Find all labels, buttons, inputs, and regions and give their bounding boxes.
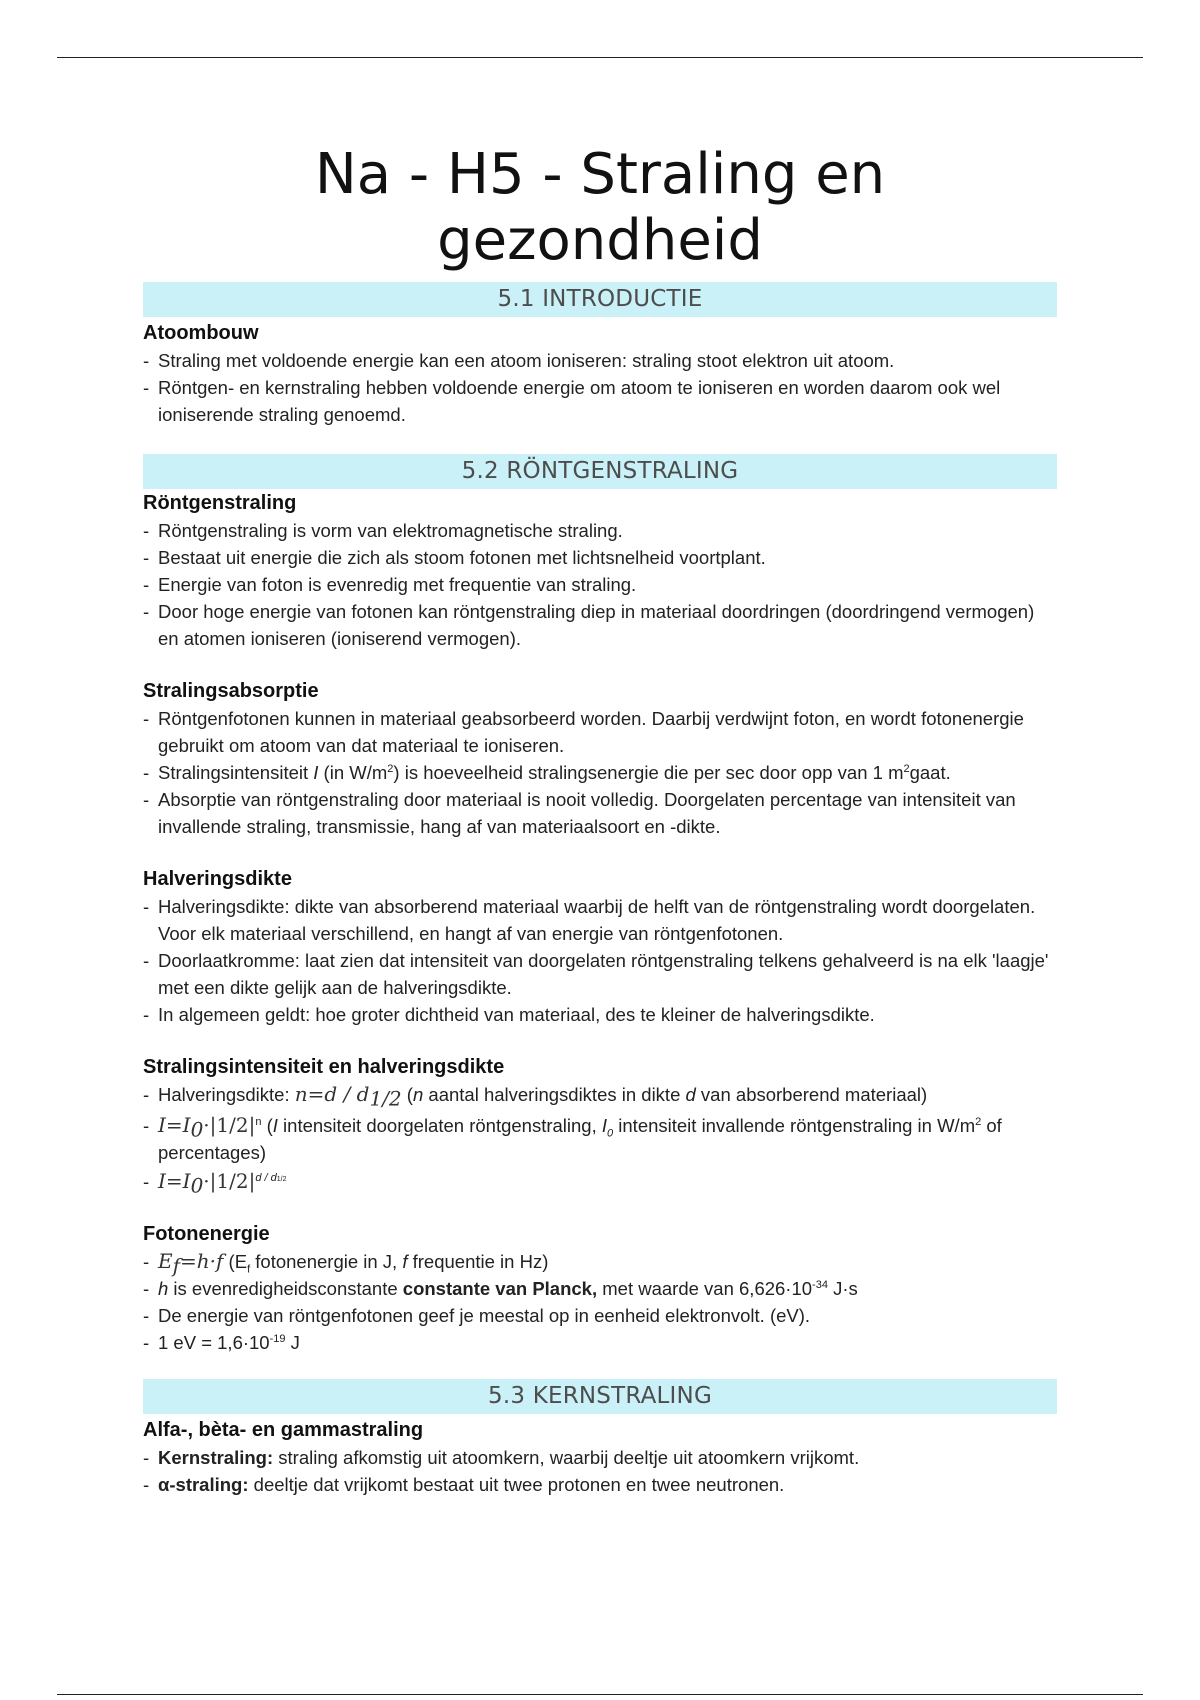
list-item: - Röntgen- en kernstraling hebben voldoende energie om atoom te ioniseren en worden daarom ook wel ioniserende straling genoemd.: [143, 374, 1057, 428]
intensity-formula: I=I: [158, 1113, 191, 1137]
list-item: - Door hoge energie van fotonen kan röntgenstraling diep in materiaal doordringen (doordringend vermogen) en atomen ioniseren (ioniserend vermogen).: [143, 598, 1057, 652]
subheading-atoombouw: Atoombouw: [143, 322, 259, 344]
list-item: - α-straling: deeltje dat vrijkomt bestaat uit twee protonen en twee neutronen.: [143, 1471, 1057, 1498]
intensity-halving-formula: I=I: [158, 1169, 191, 1193]
list-item: - Doorlaatkromme: laat zien dat intensiteit van doorgelaten röntgenstraling telkens gehalveerd is na elk 'laagje' met een dikte gelijk aan de halveringsdikte.: [143, 947, 1057, 1001]
list-item: - 1 eV = $1,6\cdot 10^{-19}$ J: [143, 1329, 1057, 1356]
document-title: [143, 142, 1057, 274]
list-item: - Röntgenfotonen kunnen in materiaal geabsorbeerd worden. Daarbij verdwijnt foton, en wordt fotonenergie gebruikt om atoom van dat materiaal te ioniseren.: [143, 705, 1057, 759]
list-item: - Halveringsdikte: $n=d / d_{1/2}$ (n aantal halveringsdiktes in dikte d van absorberend materiaal): [143, 1081, 1057, 1108]
bottom-rule: [57, 1694, 1143, 1695]
list-item: - Röntgenstraling is vorm van elektromagnetische straling.: [143, 517, 1057, 544]
section-heading-rontgenstraling: 5.2 RÖNTGENSTRALING: [143, 454, 1057, 489]
title-line-2: gezondheid: [437, 208, 763, 273]
subheading-stralingsabsorptie: Stralingsabsorptie: [143, 680, 319, 702]
list-item: - Straling met voldoende energie kan een atoom ioniseren: straling stoot elektron uit atoom.: [143, 347, 1057, 374]
subheading-fotonenergie: Fotonenergie: [143, 1223, 270, 1245]
section-heading-kernstraling: 5.3 KERNSTRALING: [143, 1379, 1057, 1414]
list-item: - In algemeen geldt: hoe groter dichtheid van materiaal, des te kleiner de halveringsdikte.: [143, 1001, 1057, 1028]
list-item: - Energie van foton is evenredig met frequentie van straling.: [143, 571, 1057, 598]
list-item: - Kernstraling: straling afkomstig uit atoomkern, waarbij deeltje uit atoomkern vrijkomt.: [143, 1444, 1057, 1471]
stralingsabsorptie-list: [143, 705, 1057, 840]
formula-list: [143, 1081, 1057, 1198]
top-rule: [57, 57, 1143, 58]
list-item: - $I=I_0\cdot|1/2|^{d / d1/2}$: [143, 1168, 1057, 1195]
list-item: - h is evenredigheidsconstante constante van Planck, met waarde van $6,626\cdot 10^{-34}$ J·s: [143, 1275, 1057, 1302]
atoombouw-list: [143, 347, 1057, 428]
title-line-1: Na - H5 - Straling en: [314, 142, 886, 207]
list-item: - $E_f=h\cdot f$ ($E_f$ fotonenergie in J, f frequentie in Hz): [143, 1248, 1057, 1275]
list-item: - Absorptie van röntgenstraling door materiaal is nooit volledig. Doorgelaten percentage van intensiteit van invallende straling, transmissie, hang af van materiaalsoort en -dikte.: [143, 786, 1057, 840]
list-item: - Stralingsintensiteit I (in $W/m^2$) is hoeveelheid stralingsenergie die per sec door opp van 1 $m^2gaat$.: [143, 759, 1057, 786]
subheading-alfa-beta-gamma: Alfa-, bèta- en gammastraling: [143, 1419, 424, 1441]
halveringsdikte-list: [143, 893, 1057, 1028]
photon-energy-formula: E: [158, 1249, 173, 1273]
kernstraling-list: [143, 1444, 1057, 1498]
list-item: - Bestaat uit energie die zich als stoom fotonen met lichtsnelheid voortplant.: [143, 544, 1057, 571]
rontgenstraling-list: [143, 517, 1057, 652]
list-item: - $I=I_0\cdot|1/2|^n$ (I intensiteit doorgelaten röntgenstraling, $I_0$ intensiteit invallende röntgenstraling in $W/m^2$ of percentages): [143, 1112, 1057, 1166]
halveringsdikte-formula: n=d / d: [294, 1082, 370, 1106]
section-heading-introductie: 5.1 INTRODUCTIE: [143, 282, 1057, 317]
list-item: - Halveringsdikte: dikte van absorberend materiaal waarbij de helft van de röntgenstraling wordt doorgelaten. Voor elk materiaal verschillend, en hangt af van energie van röntgenfotonen.: [143, 893, 1057, 947]
fotonenergie-list: [143, 1248, 1057, 1356]
document-body: [143, 142, 1057, 1498]
list-item: - De energie van röntgenfotonen geef je meestal op in eenheid elektronvolt. (eV).: [143, 1302, 1057, 1329]
subheading-stralingsintensiteit: Stralingsintensiteit en halveringsdikte: [143, 1056, 505, 1078]
subheading-rontgenstraling: Röntgenstraling: [143, 492, 297, 514]
subheading-halveringsdikte: Halveringsdikte: [143, 868, 292, 890]
